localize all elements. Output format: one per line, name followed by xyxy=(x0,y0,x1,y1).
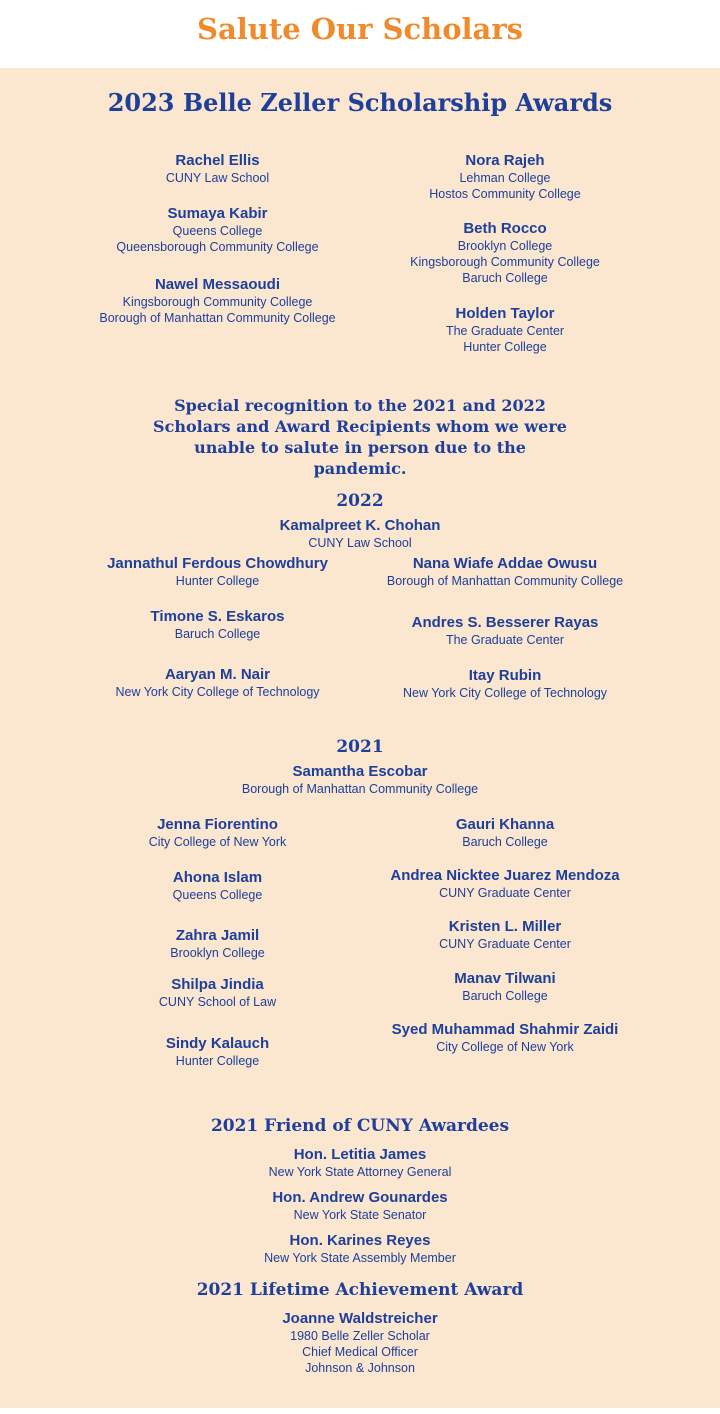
scholar-affiliation: The Graduate Center xyxy=(445,324,565,338)
scholar-affiliation: Hostos Community College xyxy=(429,187,581,201)
scholar-affiliation: Baruch College xyxy=(462,835,548,849)
scholar-affiliation: Baruch College xyxy=(462,271,548,285)
scholar-entry xyxy=(345,220,665,286)
scholar-affiliation: Kingsborough Community College xyxy=(122,295,313,309)
scholar-affiliation: Borough of Manhattan Community College xyxy=(241,782,479,796)
scholar-name: Timone S. Eskaros xyxy=(150,608,285,625)
awardee-name: Hon. Letitia James xyxy=(293,1146,427,1163)
scholar-affiliation: CUNY School of Law xyxy=(158,995,277,1009)
scholar-name: Nawel Messaoudi xyxy=(154,276,281,293)
scholar-affiliation: City College of New York xyxy=(148,835,287,849)
scholar-name: Shilpa Jindia xyxy=(171,976,264,993)
scholar-entry xyxy=(60,666,375,700)
scholar-affiliation: Brooklyn College xyxy=(457,239,553,253)
scholar-affiliation: Hunter College xyxy=(463,340,547,354)
scholar-affiliation: CUNY Graduate Center xyxy=(439,886,571,900)
scholar-affiliation: CUNY Law School xyxy=(165,171,270,185)
heading-2022: 2022 xyxy=(336,491,384,511)
awardee-entry xyxy=(160,1189,560,1223)
scholar-affiliation: Queensborough Community College xyxy=(116,240,319,254)
scholar-entry xyxy=(345,305,665,355)
special-recognition-note: Special recognition to the 2021 and 2022 Scholars and Award Recipients whom we were unable to salute in person due to the pandemic. xyxy=(153,396,567,478)
scholar-affiliation: Kingsborough Community College xyxy=(410,255,600,269)
scholar-affiliation: CUNY Law School xyxy=(308,536,412,550)
title-bar xyxy=(0,0,720,68)
scholar-name: Kamalpreet K. Chohan xyxy=(279,517,441,534)
awardee-title: New York State Attorney General xyxy=(268,1165,452,1179)
awardee-name: Hon. Andrew Gounardes xyxy=(272,1189,448,1206)
awardee-title: New York State Assembly Member xyxy=(264,1251,456,1265)
scholar-name: Sumaya Kabir xyxy=(167,205,268,222)
scholar-entry xyxy=(60,152,375,186)
heading-friend-of-cuny: 2021 Friend of CUNY Awardees xyxy=(210,1116,510,1136)
scholar-name: Jannathul Ferdous Chowdhury xyxy=(107,555,328,572)
scholar-affiliation: Lehman College xyxy=(459,171,551,185)
scholar-name: Syed Muhammad Shahmir Zaidi xyxy=(391,1021,619,1038)
awardee-name: Joanne Waldstreicher xyxy=(282,1310,438,1327)
scholar-affiliation: The Graduate Center xyxy=(445,633,565,647)
awardee-title: Chief Medical Officer xyxy=(302,1345,418,1359)
scholar-name: Jenna Fiorentino xyxy=(157,816,278,833)
scholar-affiliation: Borough of Manhattan Community College xyxy=(386,574,624,588)
scholar-entry xyxy=(60,555,375,589)
scholar-entry xyxy=(345,918,665,952)
awardee-title: Johnson & Johnson xyxy=(305,1361,415,1375)
scholar-name: Rachel Ellis xyxy=(175,152,260,169)
scholar-entry xyxy=(60,608,375,642)
scholar-entry xyxy=(345,970,665,1004)
scholar-name: Nora Rajeh xyxy=(465,152,545,169)
heading-lifetime-achievement: 2021 Lifetime Achievement Award xyxy=(196,1280,524,1300)
scholar-name: Sindy Kalauch xyxy=(165,1035,270,1052)
awardee-entry xyxy=(160,1310,560,1376)
scholar-name: Beth Rocco xyxy=(463,220,547,237)
scholar-affiliation: Brooklyn College xyxy=(170,946,265,960)
page-title: Salute Our Scholars xyxy=(197,12,523,46)
scholar-entry xyxy=(345,152,665,202)
scholar-entry xyxy=(345,1021,665,1055)
scholar-entry xyxy=(345,555,665,589)
scholar-affiliation: Hunter College xyxy=(175,1054,260,1068)
scholar-entry xyxy=(345,614,665,648)
scholar-entry xyxy=(160,763,560,797)
scholar-entry xyxy=(345,667,665,701)
awardee-title: New York State Senator xyxy=(293,1208,427,1222)
scholar-entry xyxy=(60,927,375,961)
scholar-affiliation: Baruch College xyxy=(174,627,261,641)
scholar-name: Nana Wiafe Addae Owusu xyxy=(412,555,598,572)
scholar-affiliation: Hunter College xyxy=(175,574,260,588)
awardee-title: 1980 Belle Zeller Scholar xyxy=(290,1329,430,1343)
scholar-name: Zahra Jamil xyxy=(175,927,260,944)
heading-2021: 2021 xyxy=(336,737,384,757)
heading-2023-awards: 2023 Belle Zeller Scholarship Awards xyxy=(107,88,613,117)
scholar-entry xyxy=(60,205,375,255)
scholar-affiliation: New York City College of Technology xyxy=(115,685,320,699)
scholar-name: Holden Taylor xyxy=(455,305,555,322)
scholar-affiliation: Borough of Manhattan Community College xyxy=(99,311,336,325)
scholar-name: Manav Tilwani xyxy=(454,970,556,987)
scholar-name: Andrea Nicktee Juarez Mendoza xyxy=(390,867,620,884)
scholar-affiliation: New York City College of Technology xyxy=(402,686,608,700)
scholar-affiliation: Baruch College xyxy=(462,989,548,1003)
scholar-affiliation: CUNY Graduate Center xyxy=(439,937,571,951)
scholar-entry xyxy=(60,816,375,850)
scholar-name: Aaryan M. Nair xyxy=(164,666,271,683)
scholar-name: Kristen L. Miller xyxy=(448,918,562,935)
scholar-entry xyxy=(60,1035,375,1069)
scholar-affiliation: City College of New York xyxy=(436,1040,574,1054)
scholar-name: Ahona Islam xyxy=(172,869,263,886)
scholar-affiliation: Queens College xyxy=(172,888,263,902)
scholar-entry xyxy=(60,976,375,1010)
awardee-name: Hon. Karines Reyes xyxy=(289,1232,431,1249)
scholar-name: Andres S. Besserer Rayas xyxy=(411,614,599,631)
scholar-entry xyxy=(160,517,560,551)
scholar-entry xyxy=(60,869,375,903)
scholar-name: Itay Rubin xyxy=(468,667,542,684)
scholar-affiliation: Queens College xyxy=(172,224,263,238)
awardee-entry xyxy=(160,1146,560,1180)
awardee-entry xyxy=(160,1232,560,1266)
scholar-entry xyxy=(60,276,375,326)
scholar-name: Samantha Escobar xyxy=(292,763,428,780)
scholar-entry xyxy=(345,867,665,901)
scholar-entry xyxy=(345,816,665,850)
scholar-name: Gauri Khanna xyxy=(455,816,555,833)
